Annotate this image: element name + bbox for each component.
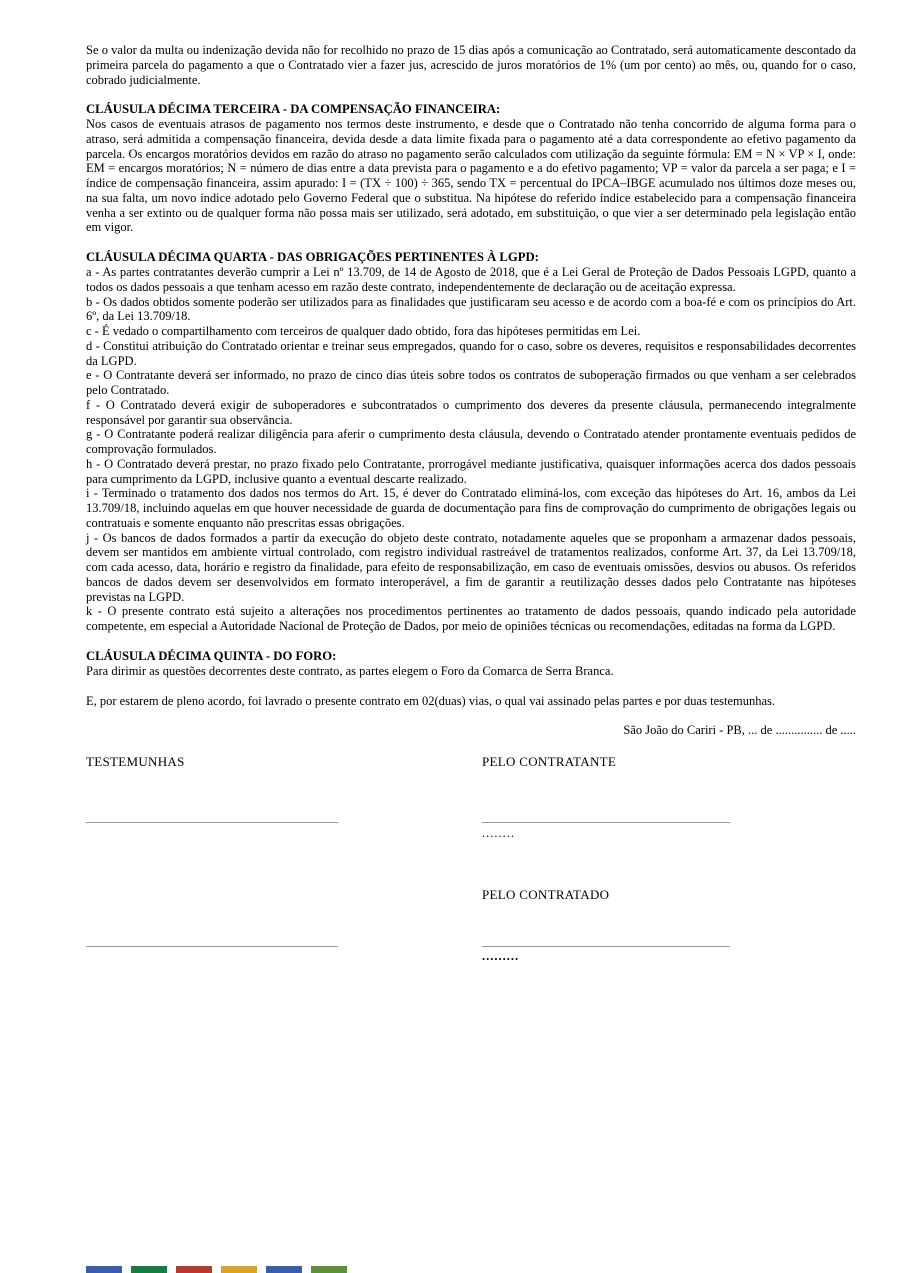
- clause-15-body: Para dirimir as questões decorrentes deste contrato, as partes elegem o Foro da Comarca de Serra Branca.: [86, 663, 614, 678]
- contratante-dots: ........: [482, 825, 515, 840]
- footer-strip-segment: [86, 1266, 122, 1273]
- lgpd-item-b: b - Os dados obtidos somente poderão ser utilizados para as finalidades que justificaram seu acesso e de acordo com a boa-fé e com os princípios do Art. 6º, da Lei 13.709/18.: [86, 294, 856, 324]
- lgpd-item-f: f - O Contratado deverá exigir de suboperadores e subcontratados o cumprimento dos deveres da presente cláusula, permanecendo integralmente responsável por garantir sua observância.: [86, 397, 856, 427]
- lgpd-item-d: d - Constitui atribuição do Contratado orientar e treinar seus empregados, quando for o caso, sobre os deveres, requisitos e responsabilidades decorrentes da LGPD.: [86, 338, 856, 368]
- clause-13-body: Nos casos de eventuais atrasos de pagamento nos termos deste instrumento, e desde que o Contratado não tenha concorrido de alguma forma para o atraso, será admitida a compensação financeira, devida desde a data limite fixada para o pagamento até a data correspondente ao efetivo pagamento da parcela. Os encargos moratórios devidos em razão do atraso no pagamento serão calculados com utilização da seguinte fórmula: EM = N × VP × I, onde: EM = encargos moratórios; N = número de dias entre a data prevista para o pagamento e a do efetivo pagamento; VP = valor da parcela a ser paga; e I = índice de compensação financeira, assim apurado: I = (TX ÷ 100) ÷ 365, sendo TX = percentual do IPCA–IBGE acumulado nos últimos doze meses ou, na sua falta, um novo índice adotado pelo Governo Federal que o substitua. Na hipótese do referido índice estabelecido para a compensação financeira venha a ser extinto ou de qualquer forma não possa mais ser utilizado, será adotado, em substituição, o que vier a ser determinado pela legislação então em vigor.: [86, 117, 856, 235]
- lgpd-item-i: i - Terminado o tratamento dos dados nos termos do Art. 15, é dever do Contratado eliminá-los, com exceção das hipóteses do Art. 16, ambos da Lei 13.709/18, incluindo aquelas em que houver necessidade de guarda de documentação para fins de comprovação do cumprimento de obrigações legais ou contratuais e somente enquanto não prescritas essas obrigações.: [86, 486, 856, 530]
- contratante-dots-row: [86, 826, 856, 841]
- contratado-label-row: [86, 887, 856, 903]
- lgpd-item-h: h - O Contratado deverá prestar, no prazo fixado pelo Contratante, prorrogável mediante justificativa, quaisquer informações acerca dos dados pessoais para cumprimento da LGPD, inclusive quanto a eventual descarte realizado.: [86, 456, 856, 486]
- footer-strip-segment: [221, 1266, 257, 1273]
- testemunhas-label: TESTEMUNHAS: [86, 754, 185, 770]
- clause-15-heading: CLÁUSULA DÉCIMA QUINTA - DO FORO:: [86, 648, 337, 663]
- footer-strip-segment: [176, 1266, 212, 1273]
- footer-color-strip: [86, 1266, 347, 1273]
- testemunha-signature-line-2: [86, 946, 338, 947]
- footer-strip-segment: [131, 1266, 167, 1273]
- contratado-dots: .........: [482, 949, 520, 964]
- contratante-label: PELO CONTRATANTE: [482, 754, 617, 770]
- signature-lines-row-2: [86, 946, 856, 947]
- signature-labels-row: [86, 754, 856, 770]
- signature-section: [86, 754, 856, 964]
- contratante-signature-line: [482, 822, 730, 823]
- lgpd-item-k: k - O presente contrato está sujeito a alterações nos procedimentos pertinentes ao tratamento de dados pessoais, quando indicado pela autoridade competente, em especial a Autoridade Nacional de Proteção de Dados, por meio de opiniões técnicas ou recomendações, editadas na forma da LGPD.: [86, 604, 856, 634]
- lgpd-item-a: a - As partes contratantes deverão cumprir a Lei nº 13.709, de 14 de Agosto de 2018, que é a Lei Geral de Proteção de Dados Pessoais LGPD, quanto a todos os dados pessoais a que tenham acesso em razão deste contrato, independentemente de declaração ou de aceitação expressa.: [86, 265, 856, 294]
- footer-strip-segment: [266, 1266, 302, 1273]
- lgpd-item-j: j - Os bancos de dados formados a partir da execução do objeto deste contrato, notadamente aqueles que se proponham a armazenar dados pessoais, devem ser mantidos em ambiente virtual controlado, com registro individual rastreável de tratamentos realizados, conforme Art. 37, da Lei 13.709/18, com cada acesso, data, horário e registro da finalidade, para efeito de responsabilização, em caso de eventuais omissões, desvios ou abusos. Os referidos bancos de dados devem ser desenvolvidos em formato interoperável, a fim de garantir a reutilização desses dados pelo Contratante nas hipóteses previstas na LGPD.: [86, 530, 856, 604]
- signature-lines-row-1: [86, 822, 856, 823]
- contratado-dots-row: [86, 949, 856, 964]
- clause-14-heading: CLÁUSULA DÉCIMA QUARTA - DAS OBRIGAÇÕES PERTINENTES À LGPD:: [86, 250, 539, 265]
- contratado-signature-line: [482, 946, 730, 947]
- testemunha-signature-line-1: [86, 822, 338, 823]
- clause-13-heading: CLÁUSULA DÉCIMA TERCEIRA - DA COMPENSAÇÃO FINANCEIRA:: [86, 102, 501, 117]
- lgpd-item-c: c - É vedado o compartilhamento com terceiros de qualquer dado obtido, fora das hipóteses permitidas em Lei.: [86, 324, 641, 339]
- lgpd-item-g: g - O Contratante poderá realizar diligência para aferir o cumprimento desta cláusula, devendo o Contratado atender prontamente eventuais pedidos de comprovação formulados.: [86, 427, 856, 457]
- contratado-label: PELO CONTRATADO: [482, 886, 610, 902]
- lgpd-item-e: e - O Contratante deverá ser informado, no prazo de cinco dias úteis sobre todos os contratos de suboperação firmados ou que venham a ser celebrados pelo Contratado.: [86, 368, 856, 398]
- footer-strip-segment: [311, 1266, 347, 1273]
- intro-paragraph: Se o valor da multa ou indenização devida não for recolhido no prazo de 15 dias após a comunicação ao Contratado, será automaticamente descontado da primeira parcela do pagamento a que o Contratado vier a fazer jus, acrescido de juros moratórios de 1% (um por cento) ao mês, ou, quando for o caso, cobrado judicialmente.: [86, 43, 856, 87]
- closing-paragraph: E, por estarem de pleno acordo, foi lavrado o presente contrato em 02(duas) vias, o qual vai assinado pelas partes e por duas testemunhas.: [86, 693, 776, 708]
- place-date-line: São João do Cariri - PB, ... de ............... de .....: [623, 723, 856, 738]
